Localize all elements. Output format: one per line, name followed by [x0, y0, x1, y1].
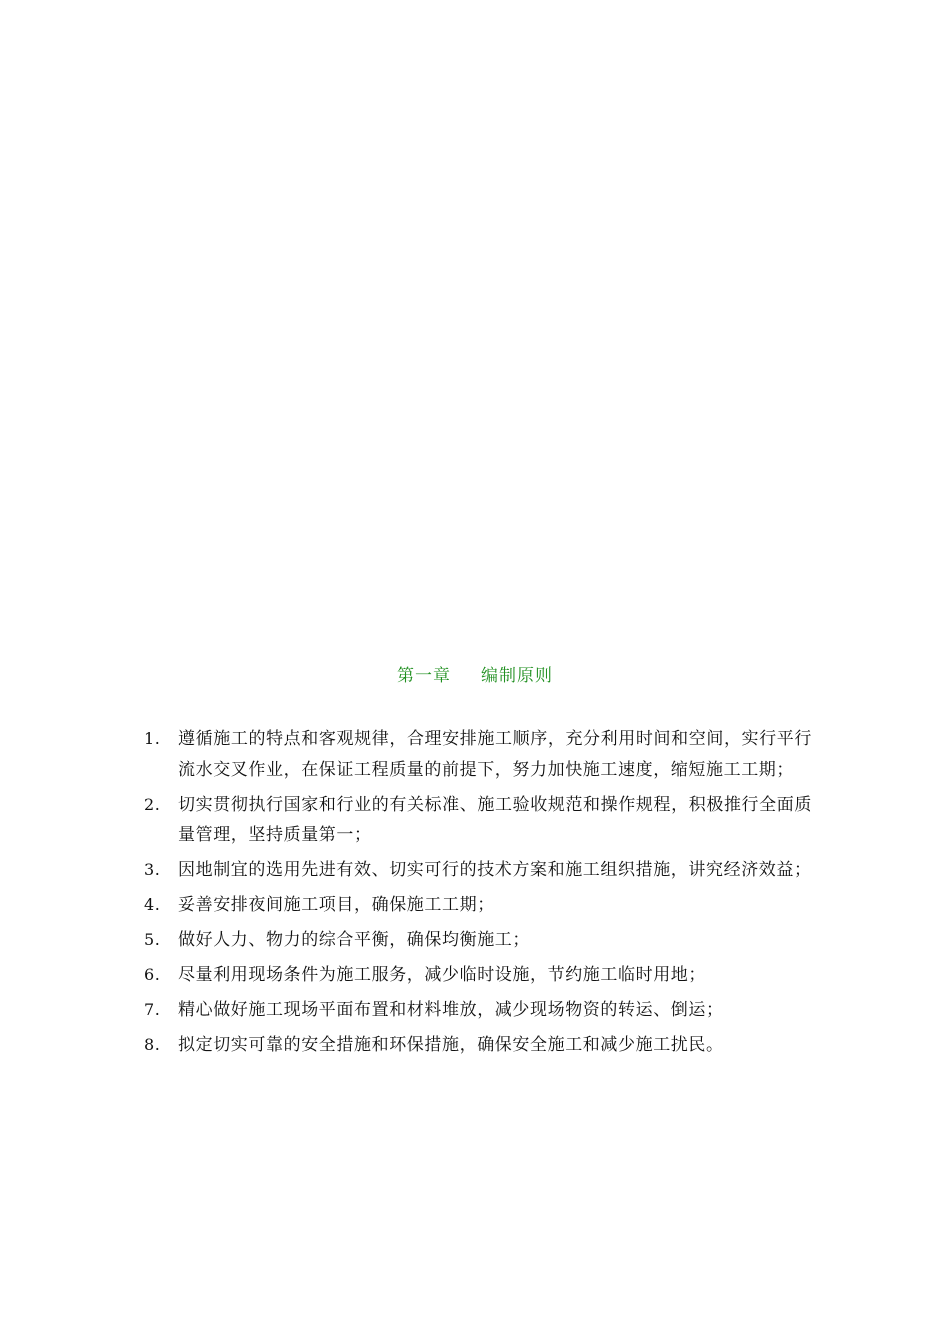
- list-item-text: 因地制宜的选用先进有效、切实可行的技术方案和施工组织措施，讲究经济效益；: [178, 860, 812, 881]
- list-item-number: 1.: [144, 729, 161, 748]
- list-item-number: 7.: [144, 1000, 161, 1020]
- list-item: [144, 1030, 812, 1061]
- list-item-text: 遵循施工的特点和客观规律，合理安排施工顺序，充分利用时间和空间，实行平行流水交叉作业，在保证工程质量的前提下，努力加快施工速度，缩短施工工期；: [178, 729, 812, 780]
- list-item-text: 拟定切实可靠的安全措施和环保措施，确保安全施工和减少施工扰民。: [178, 1035, 724, 1056]
- list-item: [144, 925, 812, 956]
- list-item: [144, 855, 812, 886]
- list-item-number: 6.: [144, 965, 161, 985]
- list-item-text: 妥善安排夜间施工项目，确保施工工期；: [178, 895, 495, 916]
- list-item-text: 切实贯彻执行国家和行业的有关标准、施工验收规范和操作规程，积极推行全面质量管理，坚持质量第一；: [178, 794, 812, 846]
- list-item: [144, 995, 812, 1026]
- list-item-number: 3.: [144, 860, 161, 880]
- list-item-text: 精心做好施工现场平面布置和材料堆放，减少现场物资的转运、倒运；: [178, 1000, 724, 1021]
- list-item: [144, 724, 812, 785]
- list-item-number: 8.: [144, 1035, 161, 1055]
- list-item-text: 尽量利用现场条件为施工服务，减少临时设施，节约施工临时用地；: [178, 965, 706, 986]
- list-item: [144, 790, 812, 851]
- list-item-number: 5.: [144, 930, 161, 950]
- principles-list: [144, 724, 812, 1065]
- list-item: [144, 890, 812, 921]
- chapter-title-text: 编制原则: [481, 666, 553, 686]
- list-item-number: 4.: [144, 895, 161, 915]
- chapter-heading: [0, 664, 950, 688]
- list-item-text: 做好人力、物力的综合平衡，确保均衡施工；: [178, 930, 530, 951]
- list-item-number: 2.: [144, 794, 161, 814]
- list-item: [144, 960, 812, 991]
- chapter-number: 第一章: [397, 666, 451, 686]
